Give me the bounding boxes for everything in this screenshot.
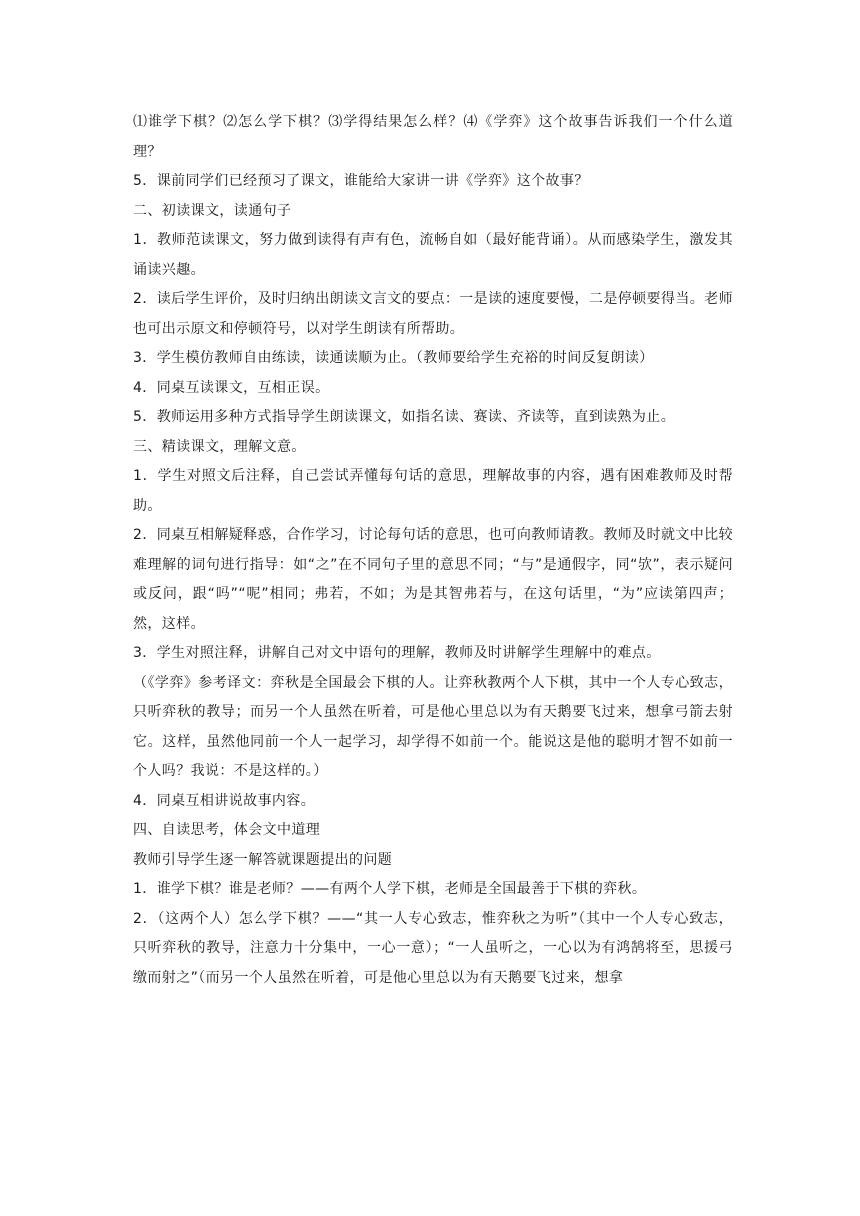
paragraph-reading-3: 3．学生模仿教师自由练读，读通读顺为止。（教师要给学生充裕的时间反复朗读） xyxy=(133,350,654,366)
paragraph-reading-1: 1．教师范读课文，努力做到读得有声有色，流畅自如（最好能背诵）。从而感染学生，激发其诵读兴趣。 xyxy=(133,232,733,278)
paragraph-close-reading-2: 2．同桌互相解疑释惑，合作学习，讨论每句话的意思，也可向教师请教。教师及时就文中比较难理解的词句进行指导：如“之”在不同句子里的意思不同；“与”是通假字，同“欤”，表示疑问或反问，跟“吗”“呢”相同；弗若，不如；为是其智弗若与，在这句话里，“为”应读第四声；然，这样。 xyxy=(133,527,733,632)
paragraph-questions: ⑴谁学下棋？⑵怎么学下棋？⑶学得结果怎么样？⑷《学弈》这个故事告诉我们一个什么道理？ xyxy=(133,114,733,160)
document-body xyxy=(133,108,733,993)
paragraph-reading-2: 2．读后学生评价，及时归纳出朗读文言文的要点：一是读的速度要慢，二是停顿要得当。老师也可出示原文和停顿符号，以对学生朗读有所帮助。 xyxy=(133,291,733,337)
paragraph-step-5-retell: 5．课前同学们已经预习了课文，谁能给大家讲一讲《学弈》这个故事？ xyxy=(133,173,589,189)
paragraph-guidance: 教师引导学生逐一解答就课题提出的问题 xyxy=(133,851,393,868)
section-heading-self-study: 四、自读思考，体会文中道理 xyxy=(133,822,321,838)
paragraph-translation: （《学弈》参考译文：弈秋是全国最会下棋的人。让弈秋教两个人下棋，其中一个人专心致志，只听弈秋的教导；而另一个人虽然在听着，可是他心里总以为有天鹅要飞过来，想拿弓箭去射它。这样，虽然他同前一个人一起学习，却学得不如前一个。能说这是他的聪明才智不如前一个人吗？我说：不是这样的。） xyxy=(133,674,733,779)
paragraph-close-reading-4: 4．同桌互相讲说故事内容。 xyxy=(133,792,316,809)
section-heading-first-reading: 二、初读课文，读通句子 xyxy=(133,202,292,219)
paragraph-answer-2: 2．（这两个人）怎么学下棋？——“其一人专心致志，惟弈秋之为听”（其中一个人专心致志，只听弈秋的教导，注意力十分集中，一心一意）；“一人虽听之，一心以为有鸿鹄将至，思援弓缴而射之”（而另一个人虽然在听着，可是他心里总以为有天鹅要飞过来，想拿 xyxy=(133,910,733,986)
paragraph-answer-1: 1．谁学下棋？谁是老师？——有两个人学下棋，老师是全国最善于下棋的弈秋。 xyxy=(133,881,647,897)
paragraph-close-reading-3: 3．学生对照注释，讲解自己对文中语句的理解，教师及时讲解学生理解中的难点。 xyxy=(133,645,661,661)
section-heading-close-reading: 三、精读课文，理解文意。 xyxy=(133,438,306,455)
paragraph-reading-5: 5．教师运用多种方式指导学生朗读课文，如指名读、赛读、齐读等，直到读熟为止。 xyxy=(133,409,676,425)
paragraph-reading-4: 4．同桌互读课文，互相正误。 xyxy=(133,379,330,396)
paragraph-close-reading-1: 1．学生对照文后注释，自己尝试弄懂每句话的意思，理解故事的内容，遇有困难教师及时帮助。 xyxy=(133,468,733,514)
